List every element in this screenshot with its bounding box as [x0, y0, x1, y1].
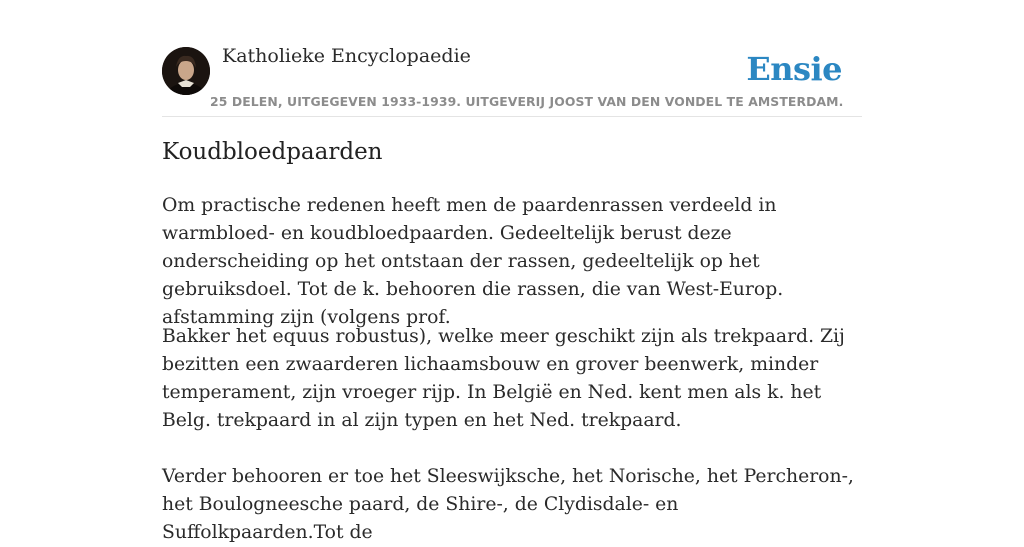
ensie-logo[interactable]: Ensie: [746, 50, 842, 88]
article-title: Koudbloedpaarden: [162, 139, 383, 165]
article-paragraph: Bakker het equus robustus), welke meer geschikt zijn als trekpaard. Zij bezitten een zwaarderen lichaamsbouw en grover beenwerk, minder temperament, zijn vroeger rijp. In België en Ned. kent men als k. het Belg. trekpaard in al zijn typen en het Ned. trekpaard.: [162, 326, 845, 431]
article-paragraph: Verder behooren er toe het Sleeswijksche, het Norische, het Percheron-, het Boulogneesche paard, de Shire-, de Clydisdale- en Suffolkpaarden.Tot de: [162, 466, 854, 543]
portrait-icon: [162, 47, 210, 95]
site-header: [162, 44, 862, 117]
site-title[interactable]: Katholieke Encyclopaedie: [222, 45, 471, 67]
author-avatar[interactable]: [162, 47, 210, 95]
site-subtitle: 25 DELEN, UITGEGEVEN 1933-1939. UITGEVERIJ JOOST VAN DEN VONDEL TE AMSTERDAM.: [210, 94, 844, 109]
article-paragraph: Om practische redenen heeft men de paardenrassen verdeeld in warmbloed- en koudbloedpaarden. Gedeeltelijk berust deze onderscheiding op het ontstaan der rassen, gedeeltelijk op het gebruiksdoel. Tot de k. behooren die rassen, die van West-Europ. afstamming zijn (volgens prof.: [162, 195, 784, 328]
